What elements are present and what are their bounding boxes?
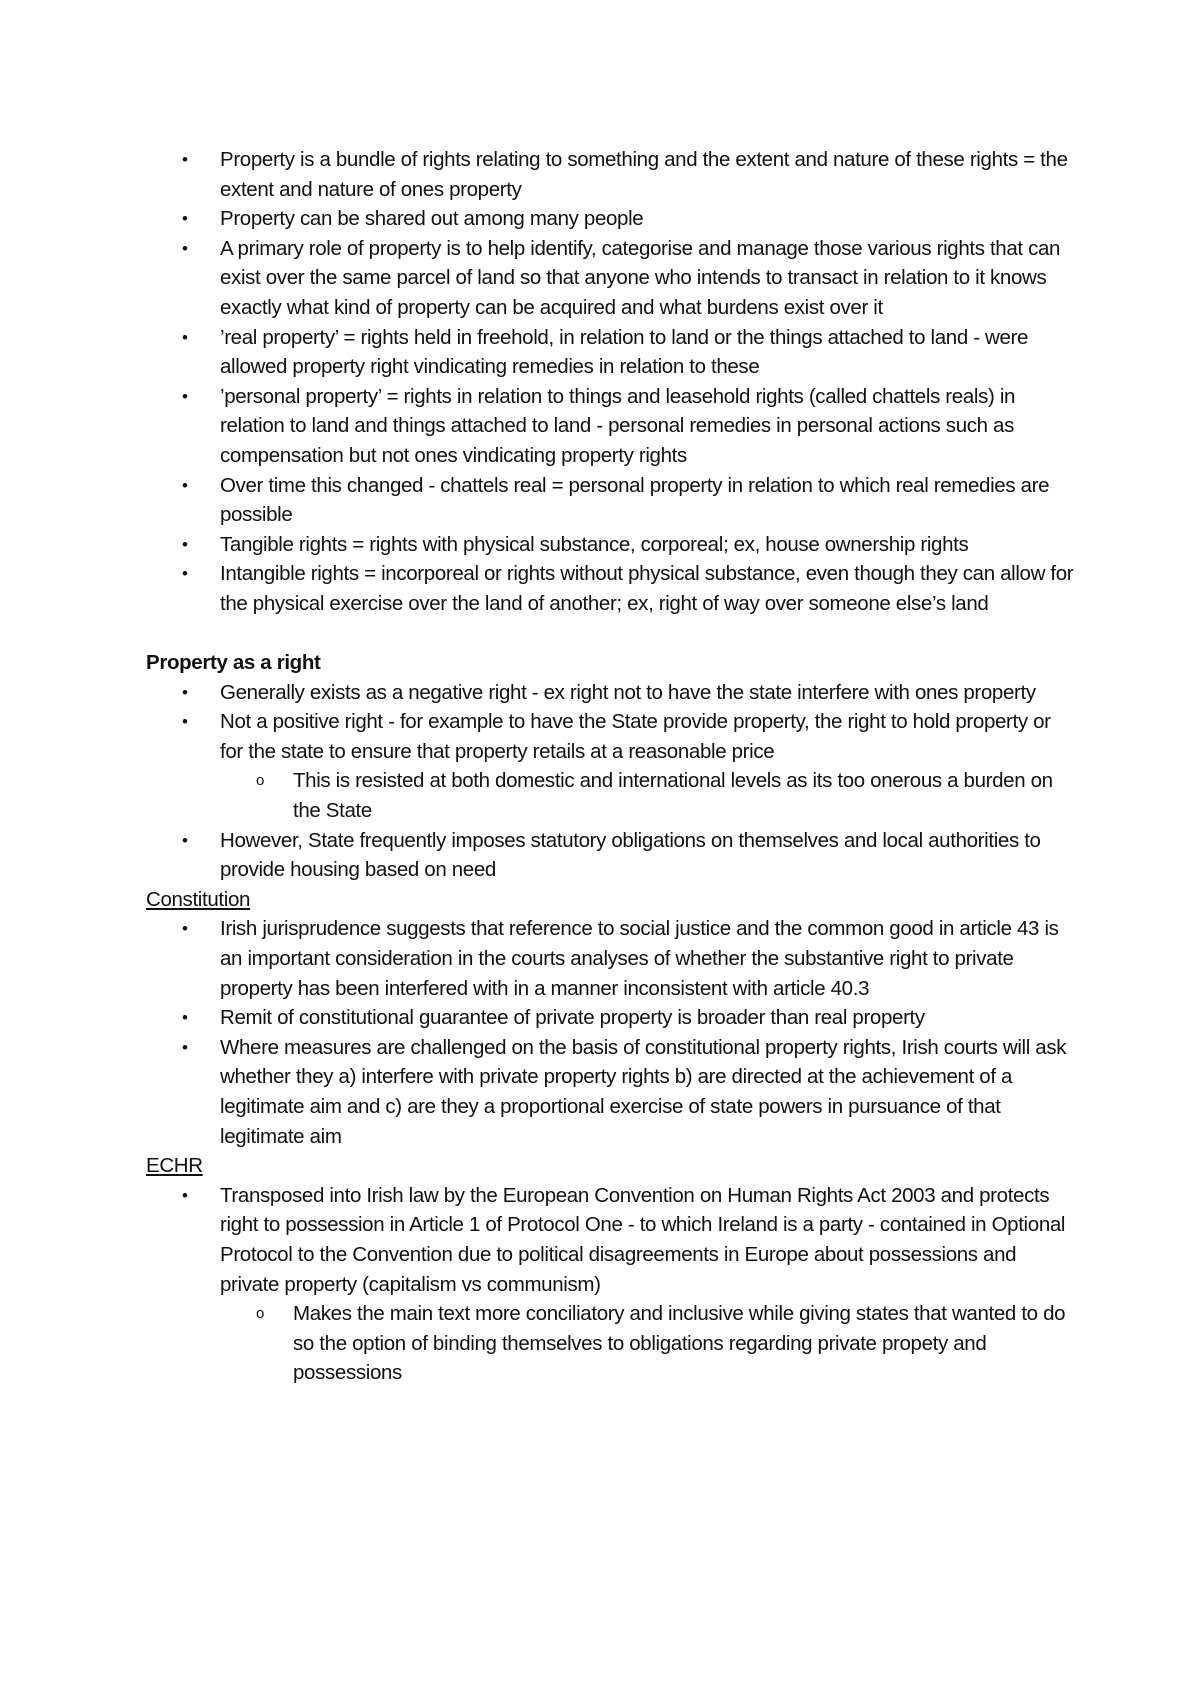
bullet-icon: • (182, 1008, 188, 1028)
document-content (146, 145, 1076, 1388)
list-item: • Tangible rights = rights with physical substance, corporeal; ex, house ownership rights (146, 530, 1076, 560)
bullet-icon: • (182, 830, 188, 850)
bullet-icon: • (182, 209, 188, 229)
bullet-icon: • (182, 682, 188, 702)
bullet-icon: • (182, 534, 188, 554)
list-item: • Property can be shared out among many people (146, 204, 1076, 234)
bullet-icon: • (182, 712, 188, 732)
list-item: • Remit of constitutional guarantee of private property is broader than real property (146, 1003, 1076, 1033)
section-heading-constitution: Constitution (146, 887, 251, 911)
bullet-icon: • (182, 919, 188, 939)
echr-list (146, 1181, 1076, 1388)
list-item: • Generally exists as a negative right - ex right not to have the state interfere with ones property (146, 678, 1076, 708)
sub-list-item: o This is resisted at both domestic and international levels as its too onerous a burden on the State (146, 766, 1076, 825)
blank-line (146, 619, 1076, 649)
list-item: • Where measures are challenged on the basis of constitutional property rights, Irish courts will ask whether they a) interfere with private property rights b) are directed at the achievement of a legitimate aim and c) are they a proportional exercise of state powers in pursuance of that legitimate aim (146, 1033, 1076, 1151)
circle-bullet-icon: o (256, 1305, 264, 1323)
intro-list (146, 145, 1076, 619)
bullet-icon: • (182, 327, 188, 347)
list-item: • ’personal property’ = rights in relation to things and leasehold rights (called chattels reals) in relation to land and things attached to land - personal remedies in personal actions such as compensation but not ones vindicating property rights (146, 382, 1076, 471)
bullet-icon: • (182, 150, 188, 169)
bullet-icon: • (182, 1185, 188, 1205)
bullet-icon: • (182, 475, 188, 495)
list-item: • Intangible rights = incorporeal or rights without physical substance, even though they can allow for the physical exercise over the land of another; ex, right of way over someone else’s land (146, 559, 1076, 618)
list-item: • Transposed into Irish law by the European Convention on Human Rights Act 2003 and protects right to possession in Article 1 of Protocol One - to which Ireland is a party - contained in Optional Protocol to the Convention due to political disagreements in Europe about possessions and private property (capitalism vs communism) (146, 1181, 1076, 1299)
sub-list-item: o Makes the main text more conciliatory and inclusive while giving states that wanted to do so the option of binding themselves to obligations regarding private propety and possessions (146, 1299, 1076, 1388)
bullet-icon: • (182, 238, 188, 258)
list-item: • Not a positive right - for example to have the State provide property, the right to hold property or for the state to ensure that property retails at a reasonable price (146, 707, 1076, 766)
circle-bullet-icon: o (256, 772, 264, 790)
list-item: • Irish jurisprudence suggests that reference to social justice and the common good in article 43 is an important consideration in the courts analyses of whether the substantive right to private property has been interfered with in a manner inconsistent with article 40.3 (146, 914, 1076, 1003)
list-item: • ’real property’ = rights held in freehold, in relation to land or the things attached to land - were allowed property right vindicating remedies in relation to these (146, 323, 1076, 382)
bullet-icon: • (182, 564, 188, 584)
list-item: • Over time this changed - chattels real = personal property in relation to which real remedies are possible (146, 471, 1076, 530)
constitution-list (146, 914, 1076, 1151)
property-as-right-list (146, 678, 1076, 885)
section-heading-property-as-right: Property as a right (146, 651, 321, 675)
section-heading-echr: ECHR (146, 1154, 203, 1178)
list-item: • Property is a bundle of rights relating to something and the extent and nature of these rights = the extent and nature of ones property (146, 145, 1076, 204)
bullet-icon: • (182, 1037, 188, 1057)
bullet-icon: • (182, 386, 188, 406)
list-item: • A primary role of property is to help identify, categorise and manage those various rights that can exist over the same parcel of land so that anyone who intends to transact in relation to it knows exactly what kind of property can be acquired and what burdens exist over it (146, 234, 1076, 323)
list-item: • However, State frequently imposes statutory obligations on themselves and local authorities to provide housing based on need (146, 826, 1076, 885)
